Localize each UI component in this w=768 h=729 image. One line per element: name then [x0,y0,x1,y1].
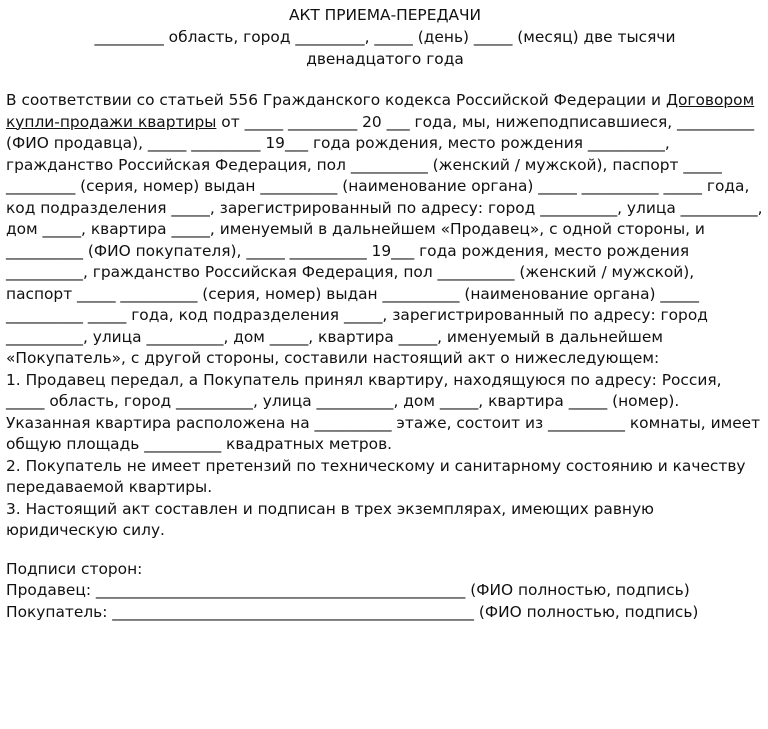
seller-signature-line: Продавец: ________________________________________________ (ФИО полностью, подпись) [6,581,690,599]
signatures-heading: Подписи сторон: [6,559,143,578]
spacer [6,542,764,559]
clause-3: 3. Настоящий акт составлен и подписан в трех экземплярах, имеющих равную юридическую силу. [6,499,655,539]
intro-paragraph [6,90,764,370]
intro-text-rest: от _____ _________ 20 ___ года, мы, нижеподписавшиеся, __________ (ФИО продавца), _____ _________ 19___ года рождения, место рождения __________, гражданство Российская Федерация, пол __________ (женский / мужской), паспорт _____ _________ (серия, номер) выдан __________ (наименование органа) _____ __________ _____ года, код подразделения _____, зарегистрированный по адресу: город __________, улица __________, дом _____, квартира _____, именуемый в дальнейшем «Продавец», с одной стороны, и __________ (ФИО покупателя), _____ __________ 19___ года рождения, место рождения __________, гражданство Российская Федерация, пол __________ (женский / мужской), паспорт _____ __________ (серия, номер) выдан __________ (наименование органа) _____ __________ _____ года, код подразделения _____, зарегистрированный по адресу: город __________, улица __________, дом _____, квартира _____, именуемый в дальнейшем «Покупатель», с другой стороны, составили настоящий акт о нижеследующем: [6,112,763,367]
intro-text-start: В соответствии со статьей 556 Гражданского кодекса Российской Федерации и [6,91,666,109]
header-line-year: двенадцатого года [306,50,464,68]
clause-2: 2. Покупатель не имеет претензий по техническому и санитарному состоянию и качеству передаваемой квартиры. [6,456,746,496]
clause-1: 1. Продавец передал, а Покупатель принял квартиру, находящуюся по адресу: Россия, _____ область, город __________, улица __________, дом _____, квартира _____ (номер). Указанная квартира расположена на __________ этаже, состоит из __________ комнаты, имеет общую площадь __________ квадратных метров. [6,370,761,453]
spacer [6,70,764,90]
header-line-place-date: _________ область, город _________, _____ (день) _____ (месяц) две тысячи [94,28,676,46]
buyer-signature-line: Покупатель: _______________________________________________ (ФИО полностью, подпись) [6,602,699,621]
document-title: АКТ ПРИЕМА-ПЕРЕДАЧИ [288,6,482,24]
contract-link[interactable]: Договором купли-продажи квартиры [6,91,755,131]
document [6,4,764,623]
